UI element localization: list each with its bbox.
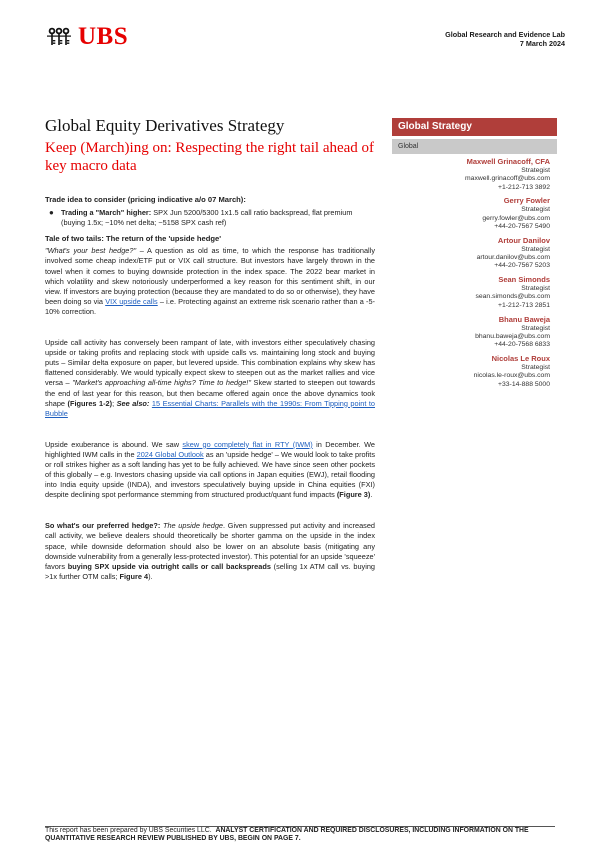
brand-wordmark: UBS: [78, 23, 129, 50]
author-role: Strategist: [521, 285, 550, 293]
author-role: Strategist: [521, 167, 550, 174]
paragraph-4: [45, 521, 375, 582]
author-name: Maxwell Grinacoff, CFA: [466, 157, 550, 166]
author-list: [380, 157, 550, 393]
quote-text: "What's your best hedge?": [45, 246, 137, 256]
author-phone: +1-212-713 3892: [498, 183, 550, 191]
figure-ref: Figure 4: [119, 571, 149, 581]
author-phone: +1-212-713 2851: [498, 301, 550, 309]
author-email[interactable]: sean.simonds@ubs.com: [475, 293, 550, 301]
ubs-logo: [44, 25, 128, 49]
author-email[interactable]: nicolas.le-roux@ubs.com: [473, 372, 550, 380]
header-meta: [445, 30, 565, 48]
author-card: [380, 196, 550, 231]
paragraph-text: .: [370, 490, 373, 500]
paragraph-text: – A question as old as time, to which the response has traditionally involved some cheap index/ETF put or VIX call structure. But investors have largely thrown in the towel when it comes to buying downside protection in the index space. The 2022 bear market in which volatility and skew notoriously underperformed a key reason for this sentiment shift, in our view. If investors are buying protection (because they are mandated to do so or otherwise), they have been doing so via: [45, 246, 375, 306]
region-banner: Global: [392, 139, 557, 154]
paragraph-text: Skew started to steepen out towards the end of last year for this reason, but then became offered again once the above dynamics took shape: [45, 378, 376, 408]
essential-charts-link[interactable]: 15 Essential Charts: Parallels with the 1990s: From Tipping point to Bubble: [45, 398, 375, 418]
author-role: Strategist: [521, 206, 550, 214]
author-name: Sean Simonds: [498, 275, 550, 285]
trade-idea-text: [61, 208, 375, 228]
research-lab-label: Global Research and Evidence Lab: [445, 30, 565, 39]
author-card: [380, 275, 550, 310]
author-card: [380, 315, 550, 350]
author-email[interactable]: bhanu.baweja@ubs.com: [475, 332, 550, 340]
trade-idea-bullet: [49, 208, 375, 228]
author-role: Strategist: [521, 363, 550, 371]
paragraph-text: (selling 1x ATM call vs. buying >1x further OTM calls;: [45, 561, 376, 581]
author-phone: +33-14-888 5000: [498, 380, 550, 388]
paragraph-text: Upside exuberance is abound. We saw: [45, 439, 183, 449]
author-phone: +44-20-7568 6833: [494, 341, 550, 349]
author-email[interactable]: maxwell.grinacoff@ubs.com: [465, 175, 550, 183]
preferred-hedge-label: So what's our preferred hedge?:: [45, 521, 161, 531]
author-name: Nicolas Le Roux: [491, 353, 550, 363]
paragraph-text: Upside call activity has conversely been rampant of late, with investors either speculatively chasing upside or taking profits and replacing stock with upside calls vs. maintaining long stock and buying puts – Similar delta exposure on paper, but levered upside. This combination explains why skew has flattened considerably. We would typically expect skew to steepen out as the market rallies and vice versa –: [45, 338, 375, 388]
upside-hedge-italic: The upside hedge: [162, 521, 224, 531]
paragraph-1: [45, 246, 375, 317]
author-phone: +44-20-7567 5490: [494, 222, 550, 230]
author-name: Bhanu Baweja: [498, 314, 550, 324]
report-body: [45, 195, 375, 582]
author-email[interactable]: gerry.fowler@ubs.com: [482, 214, 550, 222]
quote-text: "Market's approaching all-time highs? Time to hedge!": [72, 378, 251, 388]
trade-idea-heading: Trade idea to consider (pricing indicative a/o 07 March):: [45, 195, 246, 204]
report-date: 7 March 2024: [519, 39, 565, 48]
author-card: [380, 354, 550, 389]
tale-heading: Tale of two tails: The return of the 'upside hedge': [45, 234, 222, 244]
rty-skew-link[interactable]: skew go completely flat in RTY (IWM): [182, 439, 313, 449]
bullet-icon: ●: [49, 208, 54, 218]
paragraph-3: [45, 440, 375, 501]
author-card: [380, 236, 550, 271]
category-banner: Global Strategy: [392, 118, 557, 136]
recommendation-text: buying SPX upside via outright calls or call backspreads: [67, 561, 271, 571]
author-role: Strategist: [521, 245, 550, 253]
report-subtitle: Keep (March)ing on: Respecting the right tail ahead of key macro data: [45, 140, 375, 174]
paragraph-text: ;: [112, 398, 117, 408]
paragraph-text: ).: [148, 571, 153, 581]
author-card: [380, 157, 550, 192]
author-name: Artour Danilov: [497, 235, 550, 245]
paragraph-text: as an 'upside hedge' – We would look to take profits or roll strikes higher as a soft landing has yet to be fully achieved. We have since seen other pockets of this globally – e.g. Investors chasing upside via call options in Japan equities (EWJ), retail flooding into India equity upside (INDA), and investors speculatively buying upside in China equities (FXI) despite declining spot performance stemming from structured product/quant fund impacts: [45, 449, 375, 500]
disclosure-footer: [45, 827, 557, 844]
paragraph-text: in December. We highlighted IWM calls in the: [45, 439, 375, 459]
trade-idea-label: Trading a "March" higher:: [61, 208, 152, 218]
report-title: Global Equity Derivatives Strategy: [45, 116, 285, 135]
author-name: Gerry Fowler: [503, 196, 550, 206]
figure-ref: (Figure 3): [336, 490, 371, 500]
author-email[interactable]: artour.danilov@ubs.com: [476, 254, 550, 262]
author-role: Strategist: [521, 324, 550, 332]
paragraph-text: . Given suppressed put activity and increased call activity, we believe dealers should theoretically be shorter gamma on the upside in the index space, while downside deformation should also be lower on an absolute basis (mitigating any downside vulnerability from a generally less-protected investor). This potential for an upside 'squeeze' favors: [45, 521, 375, 571]
trade-idea-detail: SPX Jun 5200/5300 1x1.5 call ratio backspread, flat premium (buying 1.5x; ~10% net delta; ~5158 SPX cash ref): [61, 208, 353, 228]
paragraph-2: [45, 338, 375, 419]
global-outlook-link[interactable]: 2024 Global Outlook: [136, 449, 204, 459]
author-phone: +44-20-7567 5203: [494, 262, 550, 270]
footer-prepared-by: This report has been prepared by UBS Securities LLC.: [45, 827, 212, 834]
vix-upside-calls-link[interactable]: VIX upside calls: [105, 296, 158, 306]
ubs-keys-logo-icon: [44, 26, 74, 48]
figure-ref: (Figures 1-2): [67, 398, 113, 408]
paragraph-text: – i.e. Protecting against an extreme risk scenario rather than a -5-10% correction.: [45, 296, 375, 316]
see-also-label: See also:: [116, 398, 150, 408]
footer-disclosure: ANALYST CERTIFICATION AND REQUIRED DISCLOSURES, INCLUDING INFORMATION ON THE QUANTITATIVE RESEARCH REVIEW PUBLISHED BY UBS, BEGIN ON PAGE 7.: [45, 827, 529, 843]
